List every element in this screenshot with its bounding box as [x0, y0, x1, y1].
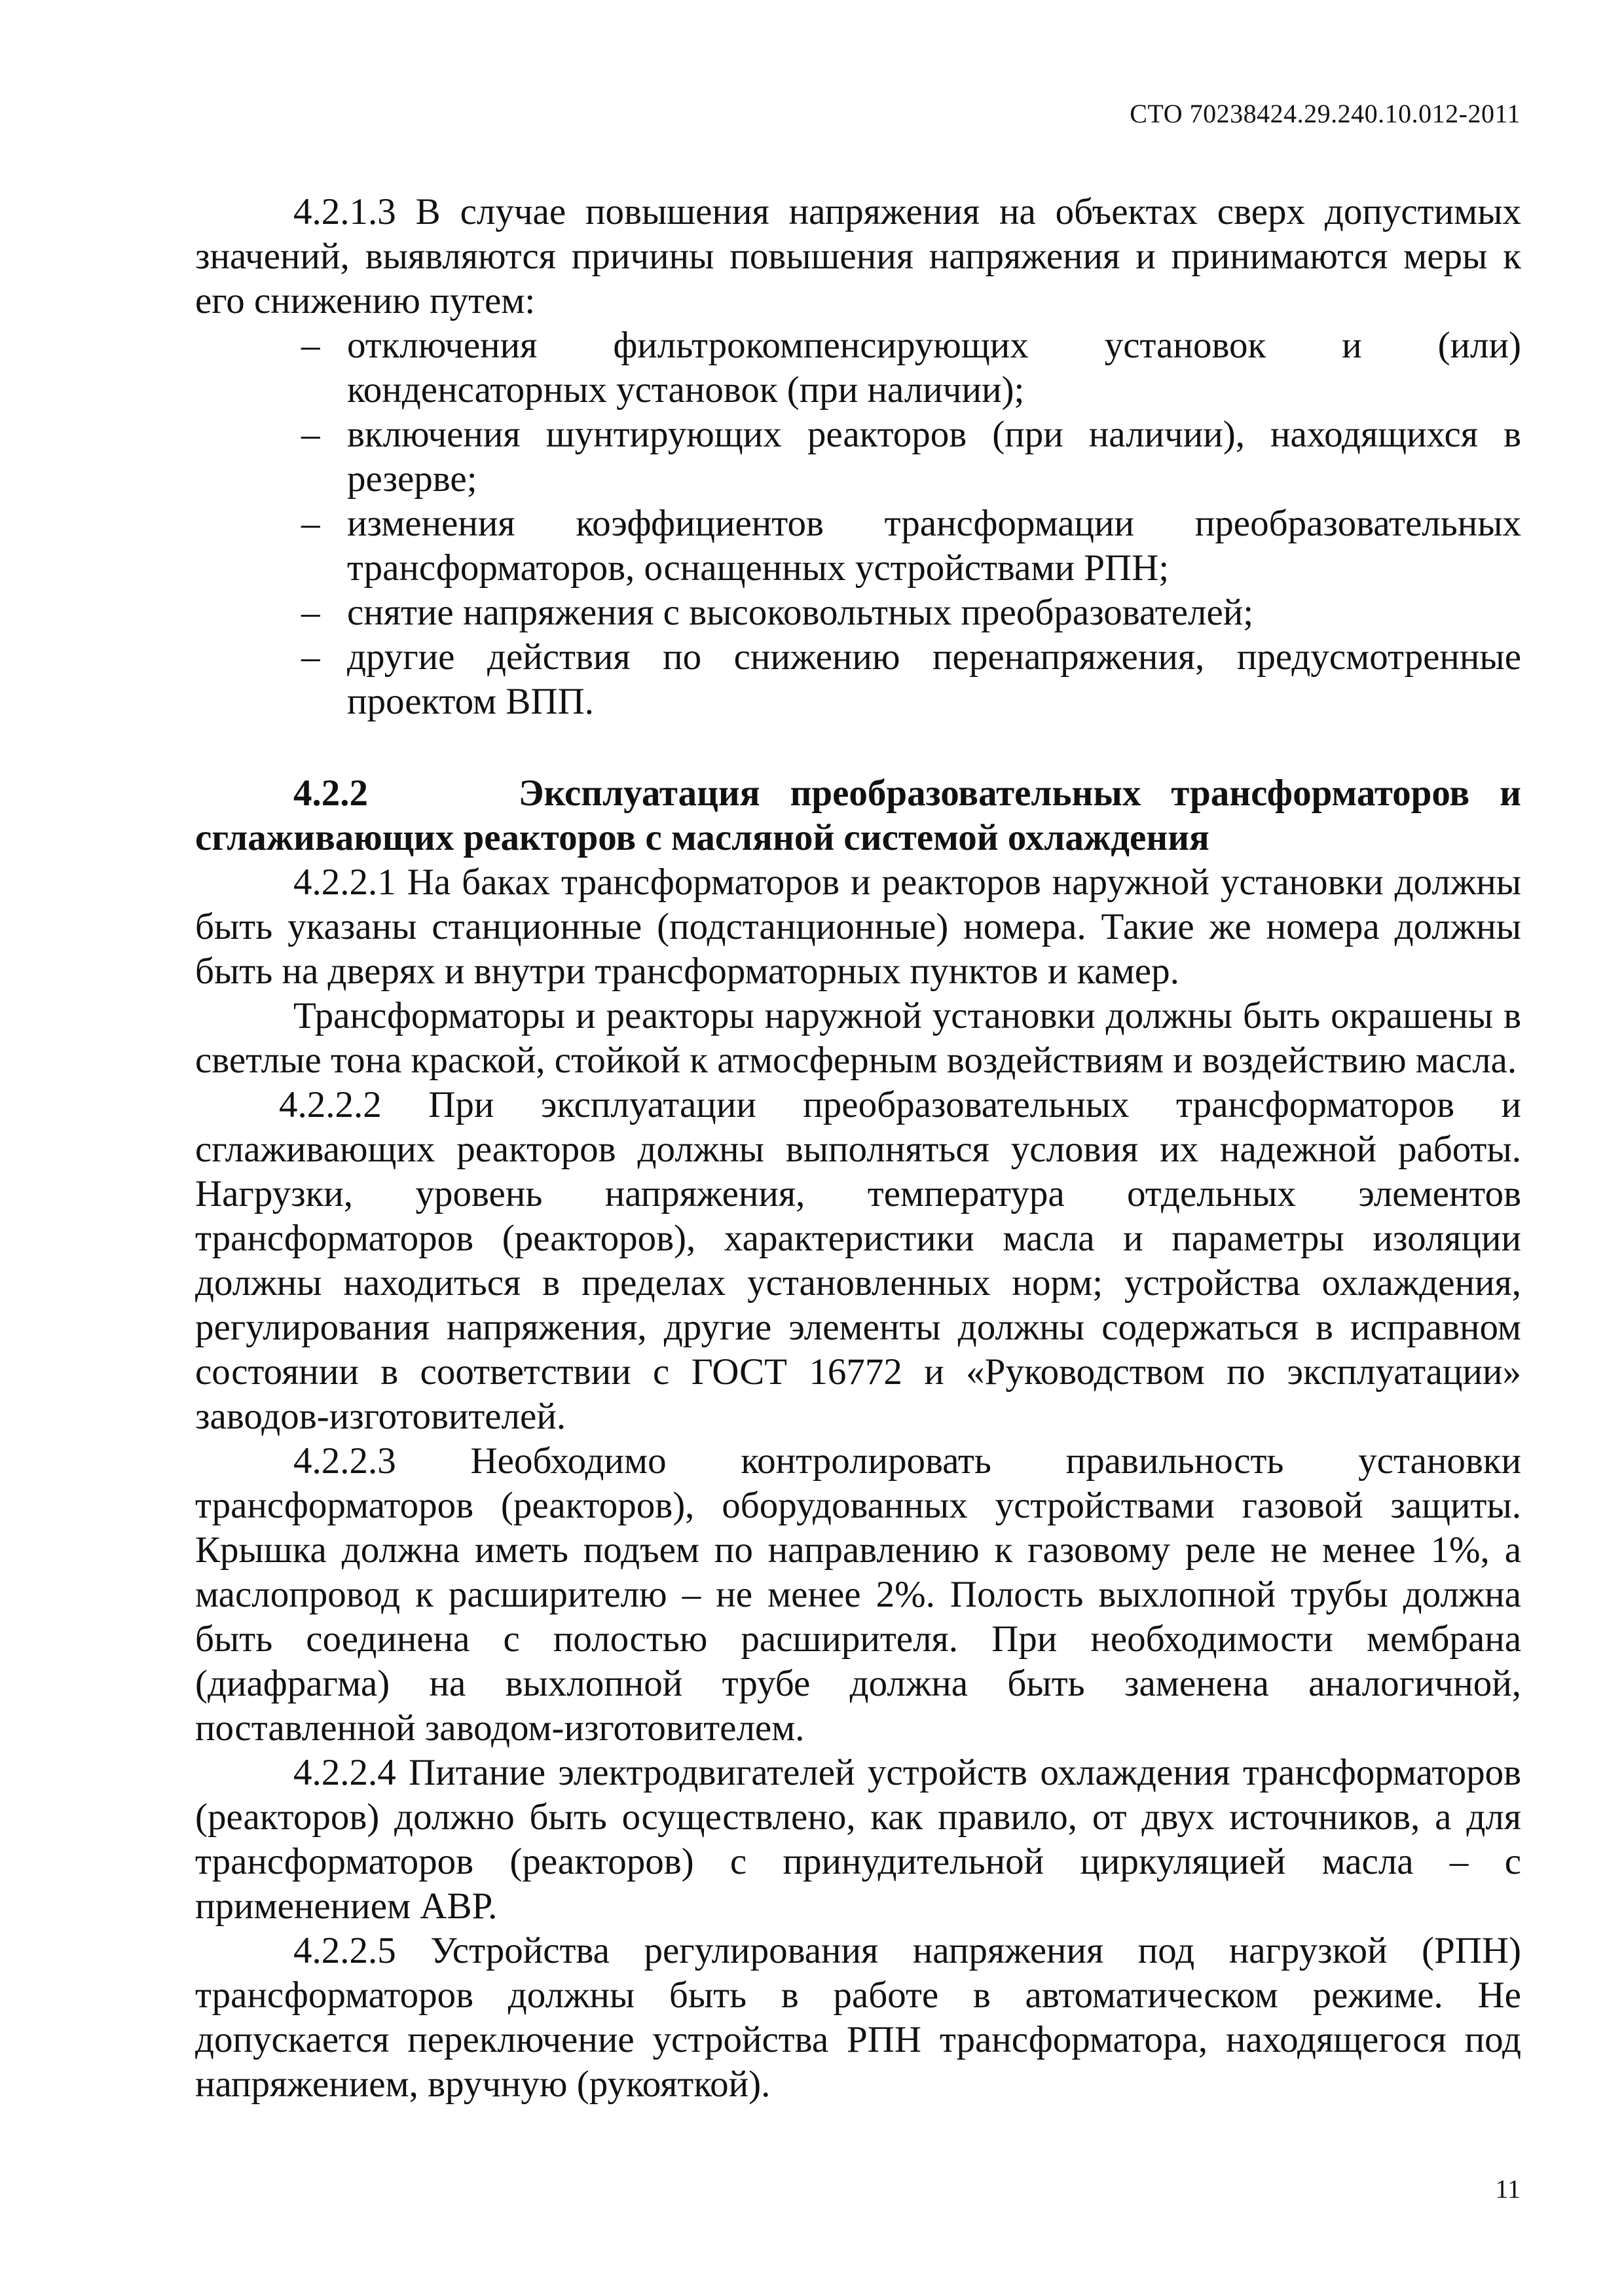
list-item [301, 635, 1521, 724]
dash-marker: – [301, 325, 320, 366]
dash-marker: – [301, 636, 320, 678]
list-item [301, 412, 1521, 501]
clause-4-2-2-1-continued: Трансформаторы и реакторы наружной установки должны быть окрашены в светлые тона краской, стойкой к атмосферным воздействиям и воздействию масла. [195, 995, 1521, 1081]
clause-4-2-1-3-intro: 4.2.1.3 В случае повышения напряжения на объектах сверх допустимых значений, выявляются причины повышения напряжения и принимаются меры к его снижению путем: [195, 191, 1521, 321]
section-heading [195, 771, 1521, 860]
clause-4-2-2-1: 4.2.2.1 На баках трансформаторов и реакторов наружной установки должны быть указаны станционные (подстанционные) номера. Такие же номера должны быть на дверях и внутри трансформаторных пунктов и камер. [195, 862, 1521, 992]
clause-4-2-2-5: 4.2.2.5 Устройства регулирования напряжения под нагрузкой (РПН) трансформаторов должны быть в работе в автоматическом режиме. Не допускается переключение устройства РПН трансформатора, находящегося под напряжением, вручную (рукояткой). [195, 1930, 1521, 2105]
section-number: 4.2.2 [293, 773, 368, 814]
list-item-text: снятие напряжения с высоковольтных преобразователей; [347, 592, 1254, 633]
dash-marker: – [301, 414, 320, 455]
page-content [195, 190, 1521, 2107]
list-item-text: изменения коэффициентов трансформации преобразовательных трансформаторов, оснащенных устройствами РПН; [347, 503, 1521, 589]
page-number: 11 [1495, 2174, 1521, 2204]
dash-marker: – [301, 592, 320, 633]
clause-4-2-2-3: 4.2.2.3 Необходимо контролировать правильность установки трансформаторов (реакторов), оборудованных устройствами газовой защиты. Крышка должна иметь подъем по направлению к газовому реле не менее 1%, а маслопровод к расширителю – не менее 2%. Полость выхлопной трубы должна быть соединена с полостью расширителя. При необходимости мембрана (диафрагма) на выхлопной трубе должна быть заменена аналогичной, поставленной заводом-изготовителем. [195, 1440, 1521, 1749]
list-item [301, 323, 1521, 412]
list-item [301, 501, 1521, 591]
list-item [301, 591, 1521, 635]
list-item-text: отключения фильтрокомпенсирующих установок и (или) конденсаторных установок (при наличии); [347, 325, 1521, 410]
dash-marker: – [301, 503, 320, 544]
document-code: СТО 70238424.29.240.10.012-2011 [1130, 99, 1521, 128]
list-item-text: другие действия по снижению перенапряжения, предусмотренные проектом ВПП. [347, 636, 1521, 722]
clause-4-2-2-2: 4.2.2.2 При эксплуатации преобразовательных трансформаторов и сглаживающих реакторов должны выполняться условия их надежной работы. Нагрузки, уровень напряжения, температура отдельных элементов трансформаторов (реакторов), характеристики масла и параметры изоляции должны находиться в пределах установленных норм; устройства охлаждения, регулирования напряжения, другие элементы должны содержаться в исправном состоянии в соответствии с ГОСТ 16772 и «Руководством по эксплуатации» заводов-изготовителей. [195, 1084, 1521, 1437]
measures-list [195, 323, 1521, 724]
section-title: Эксплуатация преобразовательных трансформаторов и сглаживающих реакторов с масляной системой охлаждения [195, 773, 1522, 858]
clause-4-2-2-4: 4.2.2.4 Питание электродвигателей устройств охлаждения трансформаторов (реакторов) должно быть осуществлено, как правило, от двух источников, а для трансформаторов (реакторов) с принудительной циркуляцией масла – с применением АВР. [195, 1752, 1521, 1927]
list-item-text: включения шунтирующих реакторов (при наличии), находящихся в резерве; [347, 414, 1521, 500]
